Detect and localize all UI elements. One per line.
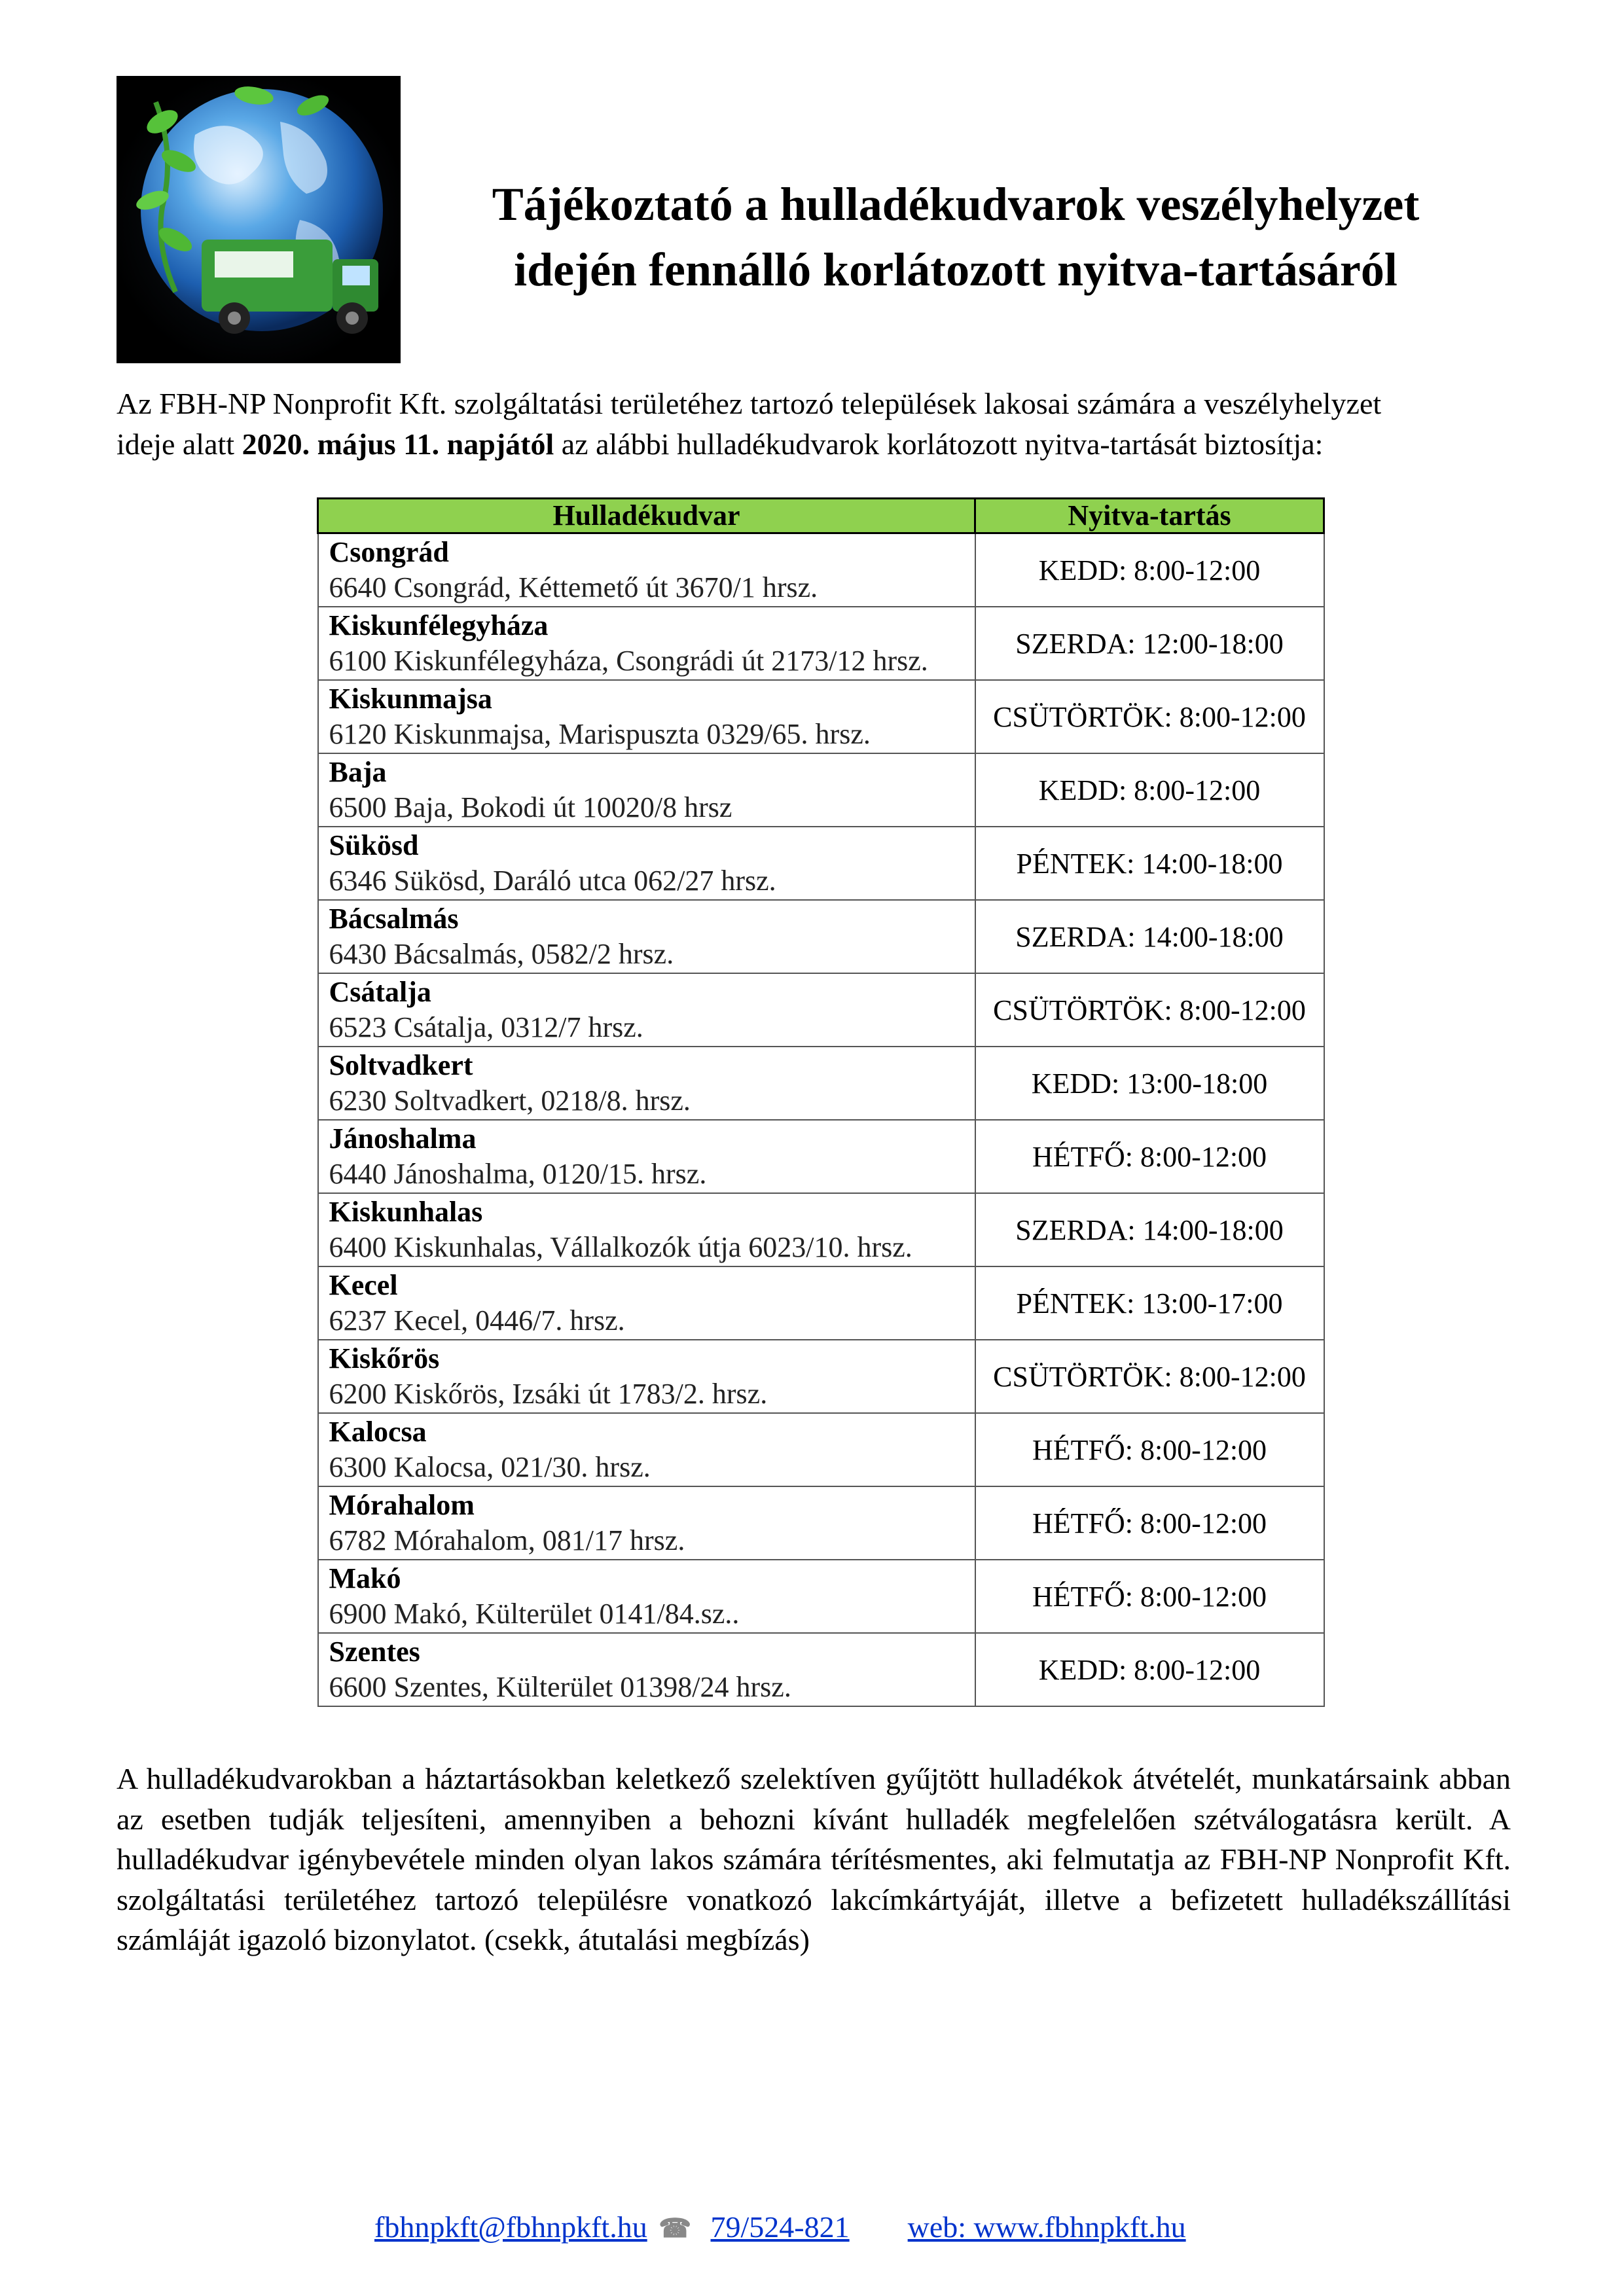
table-row xyxy=(318,1047,1324,1120)
waste-yard-address: 6440 Jánoshalma, 0120/15. hrsz. xyxy=(329,1158,707,1190)
waste-yard-cell xyxy=(318,1633,975,1706)
waste-yard-address: 6230 Soltvadkert, 0218/8. hrsz. xyxy=(329,1085,691,1117)
waste-yard-name: Szentes xyxy=(329,1636,420,1668)
waste-yard-address: 6430 Bácsalmás, 0582/2 hrsz. xyxy=(329,938,674,970)
globe-logo-icon xyxy=(117,76,401,363)
waste-yard-cell xyxy=(318,753,975,827)
waste-yard-address: 6782 Mórahalom, 081/17 hrsz. xyxy=(329,1524,685,1556)
opening-hours-cell: SZERDA: 14:00-18:00 xyxy=(975,1193,1324,1266)
table-row xyxy=(318,1120,1324,1193)
waste-yard-name: Kiskunmajsa xyxy=(329,683,492,715)
intro-line-1: Az FBH-NP Nonprofit Kft. szolgáltatási területéhez tartozó települések lakosai számára a veszélyhelyzet xyxy=(117,387,1382,420)
title-line-1: Tájékoztató a hulladékudvarok veszélyhelyzet xyxy=(492,178,1420,230)
waste-yard-cell xyxy=(318,533,975,607)
waste-yard-name: Kiskunfélegyháza xyxy=(329,609,549,641)
waste-yard-address: 6237 Kecel, 0446/7. hrsz. xyxy=(329,1304,625,1336)
waste-yard-name: Csongrád xyxy=(329,536,449,568)
opening-hours-cell: PÉNTEK: 14:00-18:00 xyxy=(975,827,1324,900)
waste-yard-name: Csátalja xyxy=(329,976,431,1008)
waste-yard-name: Makó xyxy=(329,1562,401,1594)
table-row xyxy=(318,680,1324,753)
opening-hours-cell: KEDD: 8:00-12:00 xyxy=(975,533,1324,607)
waste-yard-cell xyxy=(318,1413,975,1486)
table-row xyxy=(318,1633,1324,1706)
waste-yard-name: Bácsalmás xyxy=(329,903,459,935)
email-link[interactable]: fbhnpkft@fbhnpkft.hu xyxy=(374,2210,647,2244)
waste-yard-name: Jánoshalma xyxy=(329,1122,477,1155)
table-row xyxy=(318,973,1324,1047)
waste-yard-name: Kecel xyxy=(329,1269,398,1301)
waste-yard-cell xyxy=(318,1340,975,1413)
waste-yard-address: 6640 Csongrád, Kéttemető út 3670/1 hrsz. xyxy=(329,571,818,603)
waste-yard-name: Baja xyxy=(329,756,387,788)
waste-yard-name: Sükösd xyxy=(329,829,419,861)
opening-hours-cell: CSÜTÖRTÖK: 8:00-12:00 xyxy=(975,680,1324,753)
waste-yard-address: 6100 Kiskunfélegyháza, Csongrádi út 2173/12 hrsz. xyxy=(329,645,928,677)
table-body xyxy=(318,533,1324,1707)
table-row xyxy=(318,607,1324,680)
title-line-2: idején fennálló korlátozott nyitva-tartásáról xyxy=(514,243,1398,296)
waste-yard-cell xyxy=(318,900,975,973)
page-title xyxy=(419,171,1492,302)
opening-hours-cell: CSÜTÖRTÖK: 8:00-12:00 xyxy=(975,1340,1324,1413)
waste-yard-cell xyxy=(318,973,975,1047)
telephone-icon: ☎ xyxy=(659,2214,692,2243)
table-row xyxy=(318,753,1324,827)
waste-yard-cell xyxy=(318,827,975,900)
table-row xyxy=(318,900,1324,973)
waste-yard-cell xyxy=(318,607,975,680)
opening-hours-cell: HÉTFŐ: 8:00-12:00 xyxy=(975,1486,1324,1560)
waste-yard-address: 6900 Makó, Külterület 0141/84.sz.. xyxy=(329,1598,740,1630)
table-row xyxy=(318,1560,1324,1633)
intro-start-date: 2020. május 11. napjától xyxy=(242,427,554,461)
table-row xyxy=(318,1193,1324,1266)
opening-hours-cell: HÉTFŐ: 8:00-12:00 xyxy=(975,1413,1324,1486)
waste-yard-name: Mórahalom xyxy=(329,1489,475,1521)
opening-hours-cell: KEDD: 13:00-18:00 xyxy=(975,1047,1324,1120)
intro-text-before: ideje alatt xyxy=(117,427,242,461)
waste-yard-name: Kiskőrös xyxy=(329,1342,440,1374)
waste-yard-address: 6500 Baja, Bokodi út 10020/8 hrsz xyxy=(329,791,732,823)
waste-yard-cell xyxy=(318,1486,975,1560)
waste-yard-cell xyxy=(318,680,975,753)
waste-yard-cell xyxy=(318,1266,975,1340)
phone-link[interactable]: 79/524-821 xyxy=(710,2210,850,2244)
intro-line-2 xyxy=(117,424,1511,465)
opening-hours-cell: HÉTFŐ: 8:00-12:00 xyxy=(975,1120,1324,1193)
table-row xyxy=(318,1266,1324,1340)
waste-yard-cell xyxy=(318,1193,975,1266)
waste-yard-cell xyxy=(318,1047,975,1120)
waste-yard-name: Soltvadkert xyxy=(329,1049,473,1081)
table-row xyxy=(318,1486,1324,1560)
opening-hours-cell: HÉTFŐ: 8:00-12:00 xyxy=(975,1560,1324,1633)
opening-hours-cell: CSÜTÖRTÖK: 8:00-12:00 xyxy=(975,973,1324,1047)
column-header-waste-yard: Hulladékudvar xyxy=(318,499,975,533)
waste-yard-name: Kalocsa xyxy=(329,1416,427,1448)
waste-yard-address: 6300 Kalocsa, 021/30. hrsz. xyxy=(329,1451,651,1483)
website-link[interactable]: web: www.fbhnpkft.hu xyxy=(907,2210,1186,2244)
intro-text-after: az alábbi hulladékudvarok korlátozott nyitva-tartását biztosítja: xyxy=(554,427,1324,461)
table-row xyxy=(318,533,1324,607)
waste-yard-address: 6600 Szentes, Külterület 01398/24 hrsz. xyxy=(329,1671,791,1703)
table-header-row xyxy=(318,499,1324,533)
opening-hours-cell: KEDD: 8:00-12:00 xyxy=(975,753,1324,827)
column-header-opening-hours: Nyitva-tartás xyxy=(975,499,1324,533)
table-row xyxy=(318,1340,1324,1413)
footer-contact xyxy=(374,2210,1186,2244)
opening-hours-cell: PÉNTEK: 13:00-17:00 xyxy=(975,1266,1324,1340)
waste-yard-name: Kiskunhalas xyxy=(329,1196,483,1228)
info-paragraph: A hulladékudvarokban a háztartásokban keletkező szelektíven gyűjtött hulladékok átvételét, munkatársaink abban az esetben tudják teljesíteni, amennyiben a behozni kívánt hulladék megfelelően szétválogatásra került. A hulladékudvar igénybevétele minden olyan lakos számára térítésmentes, aki felmutatja az FBH-NP Nonprofit Kft. szolgáltatási területéhez tartozó településre vonatkozó lakcímkártyáját, illetve a befizetett hulladékszállítási számláját igazoló bizonylatot. (csekk, átutalási megbízás) xyxy=(117,1762,1511,1956)
waste-yard-schedule-table xyxy=(317,497,1325,1707)
intro-paragraph xyxy=(117,384,1511,465)
waste-yard-address: 6200 Kiskőrös, Izsáki út 1783/2. hrsz. xyxy=(329,1378,768,1410)
waste-yard-cell xyxy=(318,1560,975,1633)
waste-yard-address: 6400 Kiskunhalas, Vállalkozók útja 6023/10. hrsz. xyxy=(329,1231,912,1263)
table-row xyxy=(318,827,1324,900)
opening-hours-cell: SZERDA: 12:00-18:00 xyxy=(975,607,1324,680)
waste-yard-address: 6120 Kiskunmajsa, Marispuszta 0329/65. hrsz. xyxy=(329,718,871,750)
opening-hours-cell: KEDD: 8:00-12:00 xyxy=(975,1633,1324,1706)
table-row xyxy=(318,1413,1324,1486)
waste-yard-address: 6346 Sükösd, Daráló utca 062/27 hrsz. xyxy=(329,865,776,897)
company-logo xyxy=(117,76,401,363)
waste-yard-address: 6523 Csátalja, 0312/7 hrsz. xyxy=(329,1011,643,1043)
opening-hours-cell: SZERDA: 14:00-18:00 xyxy=(975,900,1324,973)
waste-yard-cell xyxy=(318,1120,975,1193)
